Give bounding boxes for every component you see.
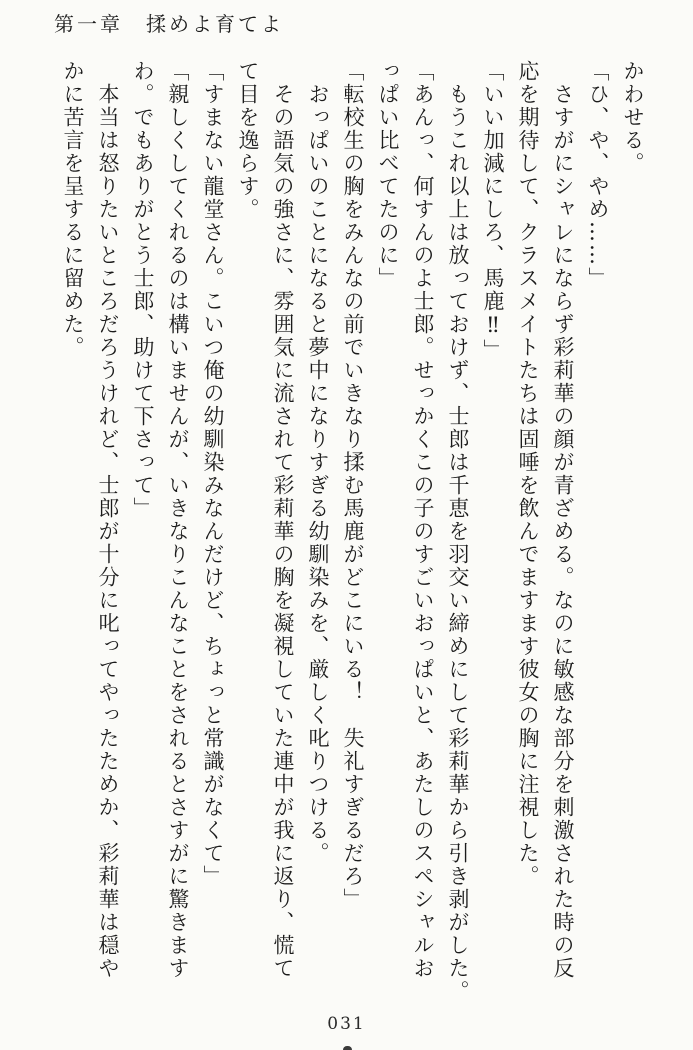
text-line: 「すまない龍堂さん。こいつ俺の幼馴染みなんだけど、ちょっと常識がなくて」	[201, 60, 225, 888]
text-line: 「転校生の胸をみんなの前でいきなり揉む馬鹿がどこにいる！ 失礼すぎるだろ」	[341, 60, 365, 911]
text-line: かに苦言を呈するに留めた。	[61, 60, 85, 359]
text-line: 「親しくしてくれるのは構いませんが、いきなりこんなことをされるとさすがに驚きます	[166, 60, 190, 980]
footer-dot	[343, 1046, 352, 1050]
text-line: 本当は怒りたいところだろうけれど、士郎が十分に叱ってやったためか、彩莉華は穏や	[96, 60, 120, 980]
page-footer	[0, 1000, 693, 1050]
text-line: 応を期待して、クラスメイトたちは固唾を飲んでますます彼女の胸に注視した。	[516, 60, 540, 888]
text-line: わ。でもありがとう士郎、助けて下さって」	[131, 60, 155, 520]
text-line: て目を逸らす。	[236, 60, 260, 221]
page-number: 031	[327, 1014, 366, 1034]
text-line: もうこれ以上は放っておけず、士郎は千恵を羽交い締めにして彩莉華から引き剥がした。	[446, 60, 470, 1003]
text-line: 「ひ、や、やめ……」	[586, 60, 610, 290]
text-line: おっぱいのことになると夢中になりすぎる幼馴染みを、厳しく叱りつける。	[306, 60, 330, 865]
body-text	[55, 60, 650, 1003]
text-line: 「あんっ、何すんのよ士郎。せっかくこの子のすごいおっぱいと、あたしのスペシャルお	[411, 60, 435, 980]
chapter-header: 第一章 揉めよ育てよ	[54, 12, 284, 36]
text-line: さすがにシャレにならず彩莉華の顔が青ざめる。なのに敏感な部分を刺激された時の反	[551, 60, 575, 980]
text-line: っぱい比べてたのに」	[376, 60, 400, 290]
text-line: その語気の強さに、雰囲気に流されて彩莉華の胸を凝視していた連中が我に返り、慌て	[271, 60, 295, 980]
text-line: 「いい加減にしろ、馬鹿‼」	[481, 60, 505, 362]
text-line: かわせる。	[621, 60, 645, 175]
